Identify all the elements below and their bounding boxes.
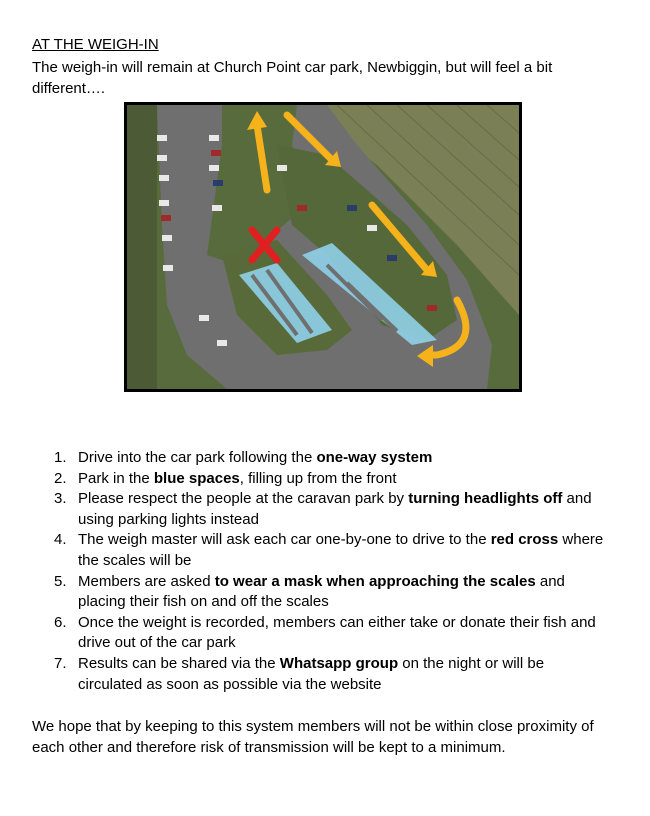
step-emphasis: to wear a mask when approaching the scales [214, 572, 536, 590]
step-text: Results can be shared via the [78, 654, 280, 672]
step-text: Once the weight is recorded, members can either take or donate their fish and drive out of the car park [78, 613, 596, 652]
intro-paragraph: The weigh-in will remain at Church Point car park, Newbiggin, but will feel a bit different…. [32, 59, 553, 97]
closing-paragraph: We hope that by keeping to this system members will not be within close proximity of each other and therefore risk of transmission will be kept to a minimum. [32, 718, 594, 756]
list-item [54, 613, 608, 654]
step-text: Park in the [78, 469, 154, 487]
list-number: 1. [54, 449, 67, 466]
step-text-end: where the scales will be [78, 531, 604, 569]
list-item [54, 469, 608, 490]
list-number: 6. [54, 613, 67, 631]
step-text-end: and using parking lights instead [78, 490, 592, 528]
step-text-end: on the night or will be circulated as soon as possible via the website [78, 654, 545, 693]
list-number: 2. [54, 469, 67, 487]
step-text-end: and placing their fish on and off the scales [78, 572, 565, 611]
step-text: The weigh master will ask each car one-by-one to drive to the [78, 531, 491, 549]
step-emphasis: red cross [490, 531, 559, 549]
step-emphasis: Whatsapp group [279, 654, 399, 672]
list-item [54, 448, 608, 469]
page-heading: AT THE WEIGH-IN [32, 36, 159, 53]
list-number: 5. [54, 572, 67, 590]
step-emphasis: blue spaces [153, 469, 240, 487]
step-text: Please respect the people at the caravan park by [78, 490, 409, 508]
step-emphasis: one-way system [316, 449, 433, 466]
list-number: 4. [54, 531, 67, 549]
car-park-aerial-map [124, 102, 522, 392]
step-text-end: , filling up from the front [239, 469, 397, 487]
list-number: 7. [54, 654, 67, 672]
list-item [54, 654, 608, 695]
list-item [54, 572, 608, 613]
instruction-list [54, 448, 608, 695]
list-item [54, 489, 608, 530]
list-number: 3. [54, 490, 67, 508]
step-emphasis: turning headlights off [408, 490, 563, 508]
step-text: Drive into the car park following the [78, 449, 317, 466]
step-text: Members are asked [78, 572, 215, 590]
list-item [54, 530, 608, 571]
